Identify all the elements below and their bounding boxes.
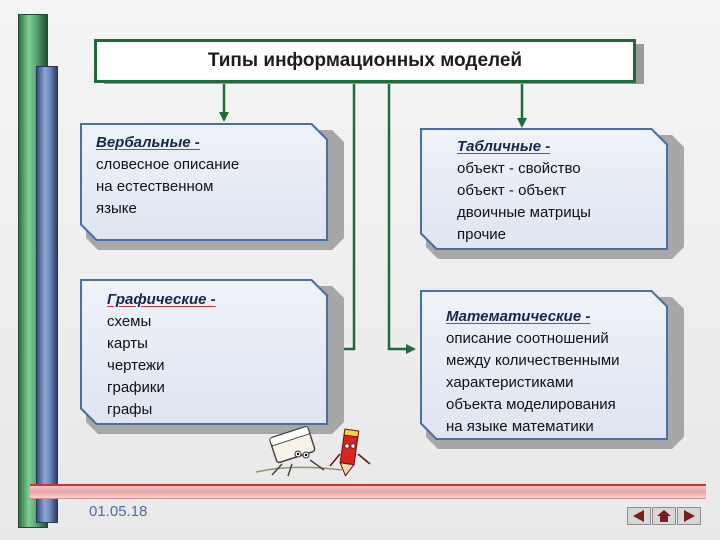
arrow-left-icon — [628, 508, 650, 524]
card-math-line: объекта моделирования — [446, 396, 616, 413]
card-graphic-line: графы — [107, 401, 153, 418]
card-verbal-line: языке — [96, 200, 137, 217]
slide-date: 01.05.18 — [89, 503, 148, 520]
home-icon — [653, 508, 675, 524]
card-graphic-heading: Графические - — [107, 291, 216, 308]
card-verbal-text — [96, 132, 239, 220]
card-math-line: описание соотношений — [446, 330, 609, 347]
card-graphic-line: чертежи — [107, 357, 165, 374]
card-math-heading: Математические - — [446, 308, 591, 325]
arrow-to-math — [389, 80, 414, 349]
arrow-right-icon — [678, 508, 700, 524]
card-math-text — [446, 306, 620, 438]
card-math-line: на языке математики — [446, 418, 594, 435]
bottom-decorative-line — [30, 484, 706, 499]
prev-slide-button[interactable] — [627, 507, 651, 525]
card-tabular-heading: Табличные - — [457, 138, 551, 155]
card-tabular-line: объект - объект — [457, 182, 566, 199]
card-tabular-line: объект - свойство — [457, 160, 581, 177]
card-math-line: характеристиками — [446, 374, 574, 391]
card-verbal-line: словесное описание — [96, 156, 240, 173]
card-graphic-line: карты — [107, 335, 148, 352]
card-math-line: между количественными — [446, 352, 620, 369]
card-graphic-line: графики — [107, 379, 165, 396]
card-graphic-text — [107, 289, 216, 421]
next-slide-button[interactable] — [677, 507, 701, 525]
card-verbal-heading: Вербальные - — [96, 134, 200, 151]
card-tabular-line: прочие — [457, 226, 507, 243]
card-verbal-line: на естественном — [96, 178, 214, 195]
card-tabular-text — [457, 136, 591, 246]
home-slide-button[interactable] — [652, 507, 676, 525]
card-tabular-line: двоичные матрицы — [457, 204, 591, 221]
card-graphic-line: схемы — [107, 313, 152, 330]
eraser-pencil-illustration — [252, 420, 382, 482]
page-title: Типы информационных моделей — [94, 39, 636, 83]
